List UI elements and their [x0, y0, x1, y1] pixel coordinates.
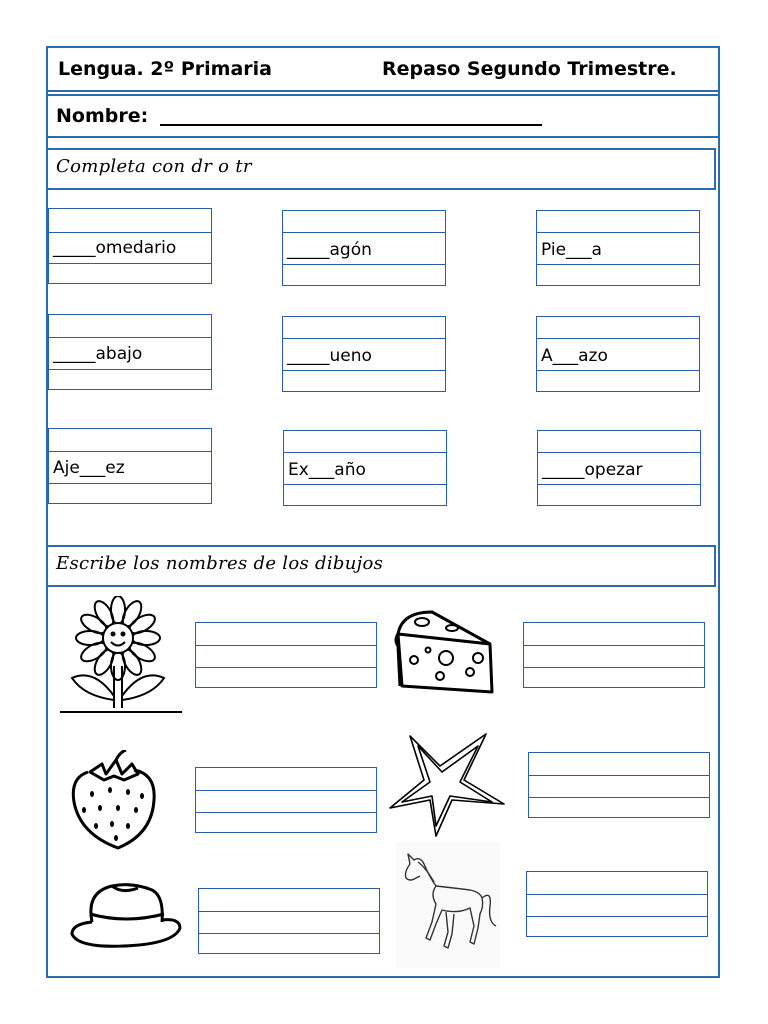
- cheese-icon: [392, 606, 500, 694]
- answer-box-hat[interactable]: [198, 888, 380, 954]
- word-box[interactable]: [48, 208, 212, 284]
- word-text: _____abajo: [53, 344, 143, 364]
- strawberry-icon: [68, 750, 162, 854]
- word-text: Pie___a: [541, 240, 602, 260]
- name-write-line[interactable]: [160, 124, 542, 126]
- word-box[interactable]: [282, 210, 446, 286]
- answer-box-horse[interactable]: [526, 871, 708, 937]
- flower-icon: [58, 596, 184, 716]
- word-text: _____ueno: [287, 346, 372, 366]
- horse-icon: [396, 842, 500, 968]
- word-text: A___azo: [541, 346, 608, 366]
- word-box[interactable]: [282, 316, 446, 392]
- word-text: _____omedario: [53, 238, 177, 258]
- word-box[interactable]: [48, 428, 212, 504]
- word-text: Ex___año: [288, 460, 366, 480]
- word-box[interactable]: [283, 430, 447, 506]
- word-box[interactable]: [537, 430, 701, 506]
- section2-band: [46, 545, 716, 587]
- word-text: _____opezar: [542, 460, 643, 480]
- answer-box-cheese[interactable]: [523, 622, 705, 688]
- section1-band: [46, 148, 716, 190]
- subject-title: Lengua. 2º Primaria: [58, 58, 272, 80]
- word-box[interactable]: [536, 210, 700, 286]
- star-icon: [386, 728, 508, 840]
- section2-instruction: Escribe los nombres de los dibujos: [56, 553, 384, 574]
- word-text: Aje___ez: [53, 458, 125, 478]
- answer-box-flower[interactable]: [195, 622, 377, 688]
- section1-instruction: Completa con dr o tr: [56, 156, 252, 177]
- answer-box-strawberry[interactable]: [195, 767, 377, 833]
- term-title: Repaso Segundo Trimestre.: [382, 58, 677, 80]
- hat-icon: [68, 878, 186, 950]
- name-band: [46, 94, 720, 138]
- answer-box-star[interactable]: [528, 752, 710, 818]
- word-box[interactable]: [48, 314, 212, 390]
- word-box[interactable]: [536, 316, 700, 392]
- word-text: _____agón: [287, 240, 372, 260]
- header-band: [46, 46, 720, 92]
- name-label: Nombre:: [56, 105, 149, 127]
